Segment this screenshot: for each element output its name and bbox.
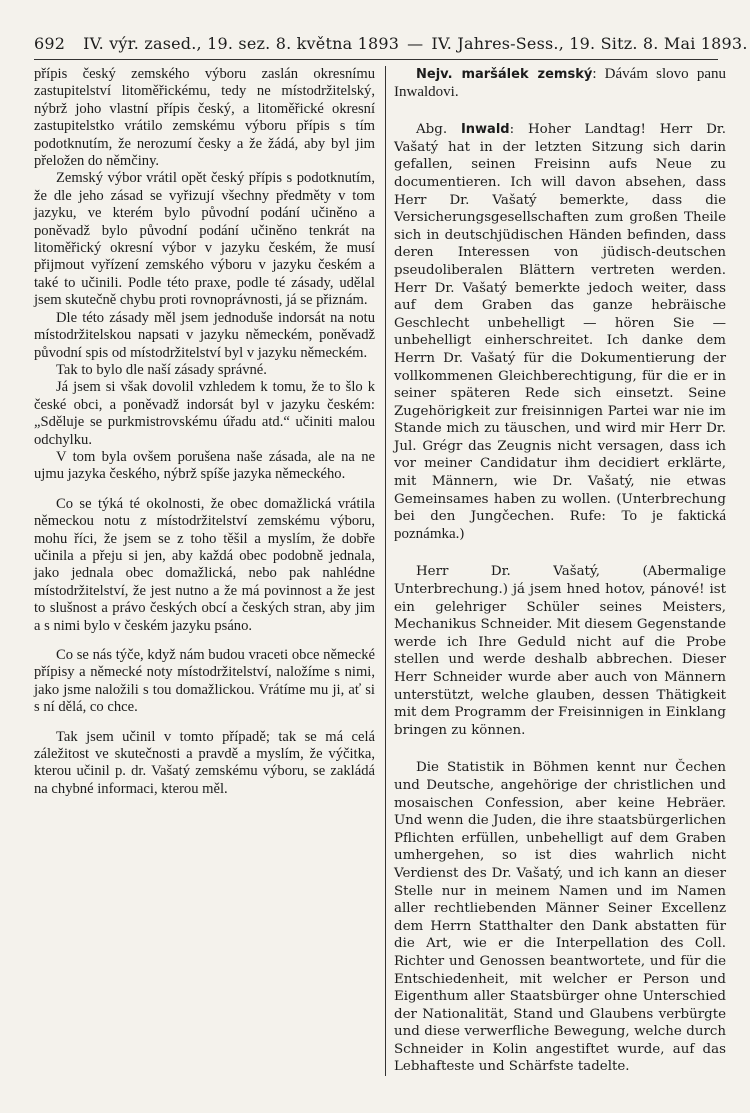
header-dash: — (407, 34, 424, 53)
paragraph: Herr Dr. Vašatý, (Abermalige Unterbrechung.) já jsem hned hotov, pánové! ist ein gelehriger Schüler seines Meisters, Mechanikus Schneider. Mit diesem Gegenstande werde ich Ihre Geduld nicht auf die Probe stellen und werde deshalb abbrechen. Dieser Herr Schneider wurde aber auch von Männern unterstützt, welche glauben, dessen Thätigkeit mit dem Programm der Freisinnigen in Einklang bringen zu können. (394, 564, 726, 738)
page-number: 692 (34, 34, 66, 53)
paragraph: Tak jsem učinil v tomto případě; tak se má celá záležitost ve skutečnosti a pravdě a myslím, že výčitka, kterou učinil p. dr. Vašatý zemskému výboru, se zakládá na chybné informaci, kterou měl. (34, 728, 375, 797)
paragraph: přípis český zemského výboru zaslán okresnímu zastupitelství litoměřickému, tedy ne místodržitelský, nýbrž joho vlastní přípis český, a litoměřické okresní zastupitelstko vrátilo zemskému výboru přípis s tím podotknutím, že nerozumí česky a že žádá, aby byl jim přeložen do němčiny. (34, 66, 375, 170)
speaker-name: Inwald (460, 122, 510, 138)
paragraph (394, 121, 726, 543)
paragraph: Co se týká té okolnosti, že obec domažlická vrátila německou notu z místodržitelství zemskému výboru, mohu říci, že jsem se z toho těšil a myslím, že dobře učinila a přeju si jen, aby každá obec podobně jednala, jako jednala obec domažlická, nebo pak nahlédne místodržitelství, že jest nutno a že má povinnost a že jest to slušnost a právo českých obcí a českých stran, aby jim a s nimi bylo v českém jazyku psáno. (34, 495, 375, 634)
close-paren: ) (459, 526, 465, 542)
paragraph: Dle této zásady měl jsem jednoduše indorsát na notu místodržitelskou napsati v jazyku německém, poněvadž původní spis od místodržitelství byl v jazyku německém. (34, 309, 375, 361)
running-header (34, 34, 748, 60)
speech-text: : Dávám slovo panu Inwaldovi. (394, 66, 726, 100)
speech-text: : Hoher Landtag! Herr Dr. Vašatý hat in der letzten Sitzung sich darin gefallen, seinen Freisinn aufs Neue zu documentieren. Ich will davon absehen, dass Herr Dr. Vašatý bemerkte, dass die Versicherungsgesellschaften zum großen Theile sich in deutschjüdischen Händen befinden, dass deren Interessen von jüdisch-deutschen pseudoliberalen Blättern vertreten werden. Herr Dr. Vašatý bemerkte jedoch weiter, dass auf dem Graben das ganze hebräische Geschlecht unbehelligt — hören Sie — unbehelligt einherschreitet. Ich danke dem Herrn Dr. Vašatý für die Dokumentierung der vollkommenen Gleichberechtigung, für die er in seiner späteren Rede sich einsetzt. Seine Zugehörigkeit zur freisinnigen Partei war nie im Stande mich zu täuschen, und wird mir Herr Dr. Jul. Grégr das Zeugnis nicht versagen, dass ich vor meiner Candidatur ihm decidiert erklärte, mit Männern, wie Dr. Vašatý, nie etwas Gemeinsames haben zu wollen. (Unterbrechung bei den Jungčechen. Rufe: (394, 122, 726, 525)
paragraph: Die Statistik in Böhmen kennt nur Čechen und Deutsche, angehörige der christlichen und mosaischen Confession, aber keine Hebräer. Und wenn die Juden, die ihre staatsbürgerlichen Pflichten erfüllen, unbehelligt auf dem Graben umhergehen, so ist dies wahrlich nicht Verdienst des Dr. Vašatý, und ich kann an dieser Stelle nur in meinem Namen und im Namen aller rechtliebenden Männer Seiner Excellenz dem Herrn Statthalter den Dank abstatten für die Art, wie er die Interpellation des Coll. Richter und Genossen beantwortete, und für die Entschiedenheit, mit welcher er Person und Eigenthum aller Staatsbürger ohne Unterschied der Nationalität, Stand und Glaubens verbürgte und diese verwerfliche Bewegung, welche durch Schneider in Kolin angestiftet wurde, auf das Lebhafteste und Schärfste tadelte. (394, 760, 726, 1075)
paragraph: Já jsem si však dovolil vzhledem k tomu, že to šlo k české obci, a poněvadž indorsát byl v jazyku českém: „Sděluje se purkmistrovskému úřadu atd.“ učiniti malou odchylku. (34, 379, 375, 448)
right-column (386, 66, 726, 1076)
two-column-body (34, 66, 730, 1076)
paragraph: Co se nás týče, když nám budou vraceti obce německé přípisy a německé noty místodržitelství, naložíme s nimi, jako jsme naložili s tou domažlickou. Vrátíme mu ji, ať si s ní dělá, co chce. (34, 647, 375, 716)
interjection: To je faktická poznámka. (394, 508, 726, 542)
speaker-prefix: Abg. (416, 122, 448, 138)
paragraph: Tak to bylo dle naší zásady správné. (56, 361, 267, 378)
speaker-name: Nejv. maršálek zemský (416, 67, 593, 82)
paragraph: Zemský výbor vrátil opět český přípis s podotknutím, že dle jeho zásad se vyřizují všechny předměty v tom jazyku, ve kterém bylo původní podání učiněno a poněvadž bylo původní podání učiněno tenkrát na litoměřický okresní výbor v jazyku českém, že musí přijmout vyřízení zemského výboru v jazyku českém a také to učinili. Podle této praxe, podle té zásady, udělal jsem skutečně chybu proti rovnoprávnosti, já se přiznám. (34, 170, 375, 309)
paragraph (394, 66, 726, 101)
paragraph: V tom byla ovšem porušena naše zásada, ale na ne ujmu jazyka českého, nýbrž spíše jazyka německého. (34, 448, 375, 483)
header-czech: IV. výr. zased., 19. sez. 8. května 1893 (83, 34, 400, 53)
header-german: IV. Jahres-Sess., 19. Sitz. 8. Mai 1893. (431, 34, 748, 53)
left-column (34, 66, 386, 1076)
